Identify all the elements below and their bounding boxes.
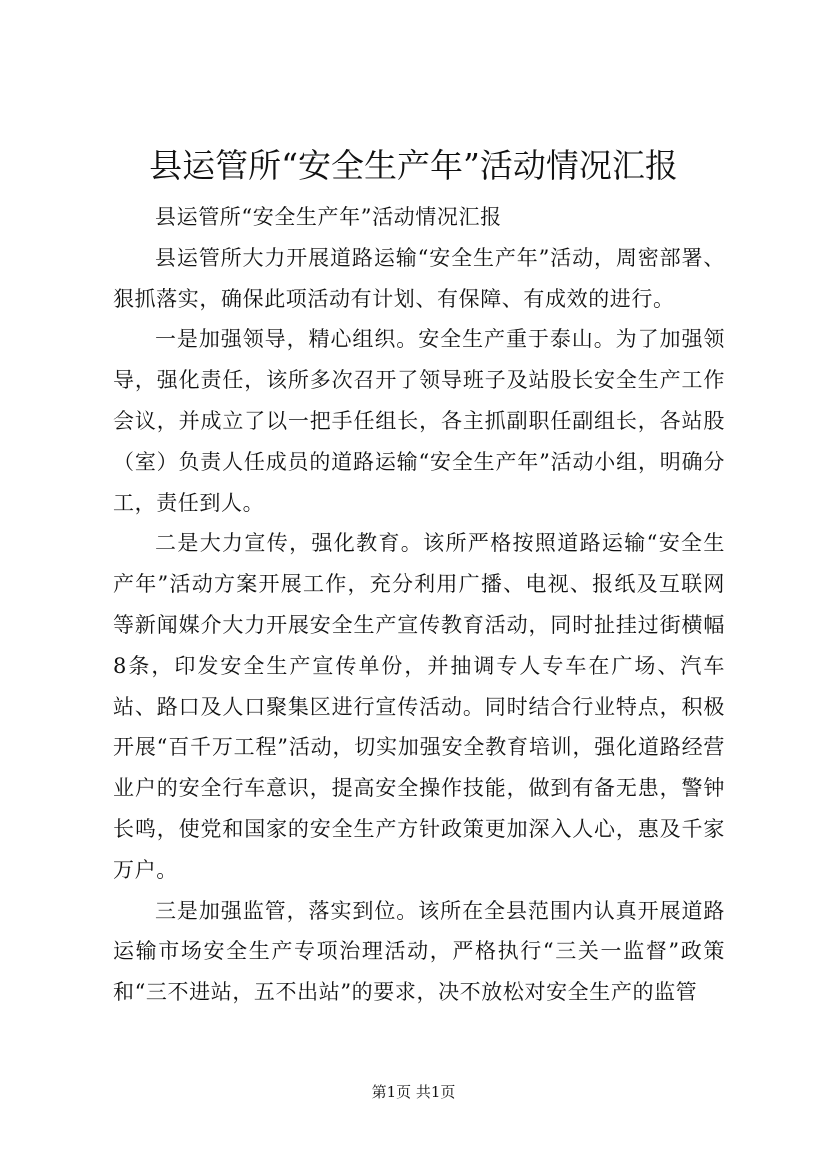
paragraph-intro: 县运管所大力开展道路运输“安全生产年”活动，周密部署、狠抓落实，确保此项活动有计划、有保障、有成效的进行。 (113, 245, 725, 311)
paragraph-supervision: 三是加强监管，落实到位。该所在全县范围内认真开展道路运输市场安全生产专项治理活动，严格执行“三关一监督”政策和“三不进站，五不出站”的要求，决不放松对安全生产的监管 (113, 898, 725, 1005)
document-body (113, 197, 725, 1013)
paragraph-publicity: 二是大力宣传，强化教育。该所严格按照道路运输“安全生产年”活动方案开展工作，充分利用广播、电视、报纸及互联网等新闻媒介大力开展安全生产宣传教育活动，同时扯挂过街横幅8条，印发安全生产宣传单份，并抽调专人专车在广场、汽车站、路口及人口聚集区进行宣传活动。同时结合行业特点，积极开展“百千万工程”活动，切实加强安全教育培训，强化道路经营业户的安全行车意识，提高安全操作技能，做到有备无患，警钟长鸣，使党和国家的安全生产方针政策更加深入人心，惠及千家万户。 (113, 531, 725, 882)
paragraph-subtitle: 县运管所“安全生产年”活动情况汇报 (155, 205, 502, 229)
document-title: 县运管所“安全生产年”活动情况汇报 (149, 146, 678, 185)
page-number-footer: 第1页 共1页 (371, 1083, 456, 1101)
paragraph-leadership: 一是加强领导，精心组织。安全生产重于泰山。为了加强领导，强化责任，该所多次召开了领导班子及站股长安全生产工作会议，并成立了以一把手任组长，各主抓副职任副组长，各站股（室）负责人任成员的道路运输“安全生产年”活动小组，明确分工，责任到人。 (113, 327, 725, 515)
